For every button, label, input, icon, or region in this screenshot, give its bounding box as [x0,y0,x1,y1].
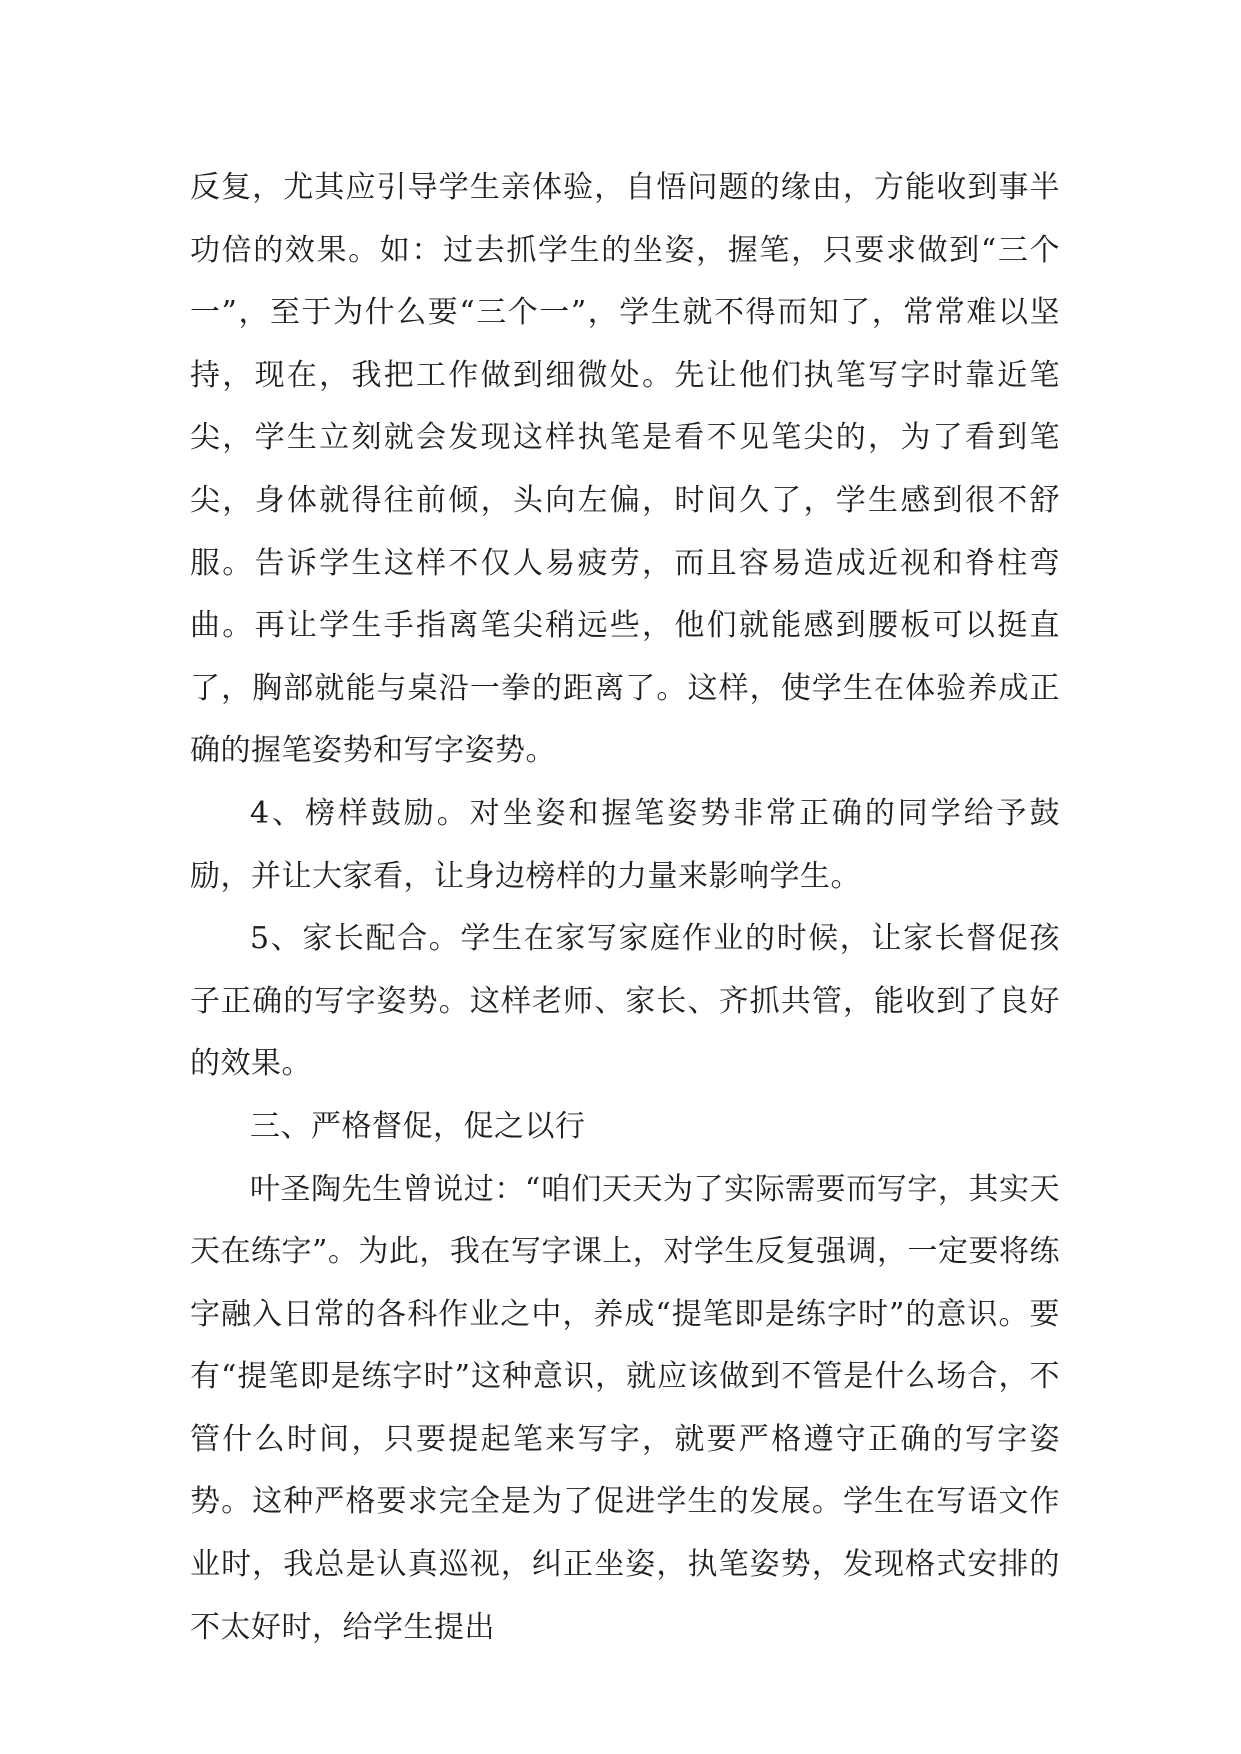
paragraph-parent-cooperation: 5、家长配合。学生在家写家庭作业的时候，让家长督促孩子正确的写字姿势。这样老师、家长、齐抓共管，能收到了良好的效果。 [190,921,1060,1082]
paragraph-role-model: 4、榜样鼓励。对坐姿和握笔姿势非常正确的同学给予鼓励，并让大家看，让身边榜样的力量来影响学生。 [190,795,1060,894]
paragraph-continuation: 反复，尤其应引导学生亲体验，自悟问题的缘由，方能收到事半功倍的效果。如：过去抓学生的坐姿，握笔，只要求做到“三个一”，至于为什么要“三个一”，学生就不得而知了，常常难以坚持，现在，我把工作做到细微处。先让他们执笔写字时靠近笔尖，学生立刻就会发现这样执笔是看不见笔尖的，为了看到笔尖，身体就得往前倾，头向左偏，时间久了，学生感到很不舒服。告诉学生这样不仅人易疲劳，而且容易造成近视和脊柱弯曲。再让学生手指离笔尖稍远些，他们就能感到腰板可以挺直了，胸部就能与桌沿一拳的距离了。这样，使学生在体验养成正确的握笔姿势和写字姿势。 [190,170,1060,769]
paragraph-ye-shengtao: 叶圣陶先生曾说过：“咱们天天为了实际需要而写字，其实天天在练字”。为此，我在写字课上，对学生反复强调，一定要将练字融入日常的各科作业之中，养成“提笔即是练字时”的意识。要有“提笔即是练字时”这种意识，就应该做到不管是什么场合，不管什么时间，只要提起笔来写字，就要严格遵守正确的写字姿势。这种严格要求完全是为了促进学生的发展。学生在写语文作业时，我总是认真巡视，纠正坐姿，执笔姿势，发现格式安排的不太好时，给学生提出 [190,1171,1060,1645]
section-heading: 三、严格督促，促之以行 [250,1108,586,1144]
document-body [190,157,1060,1659]
